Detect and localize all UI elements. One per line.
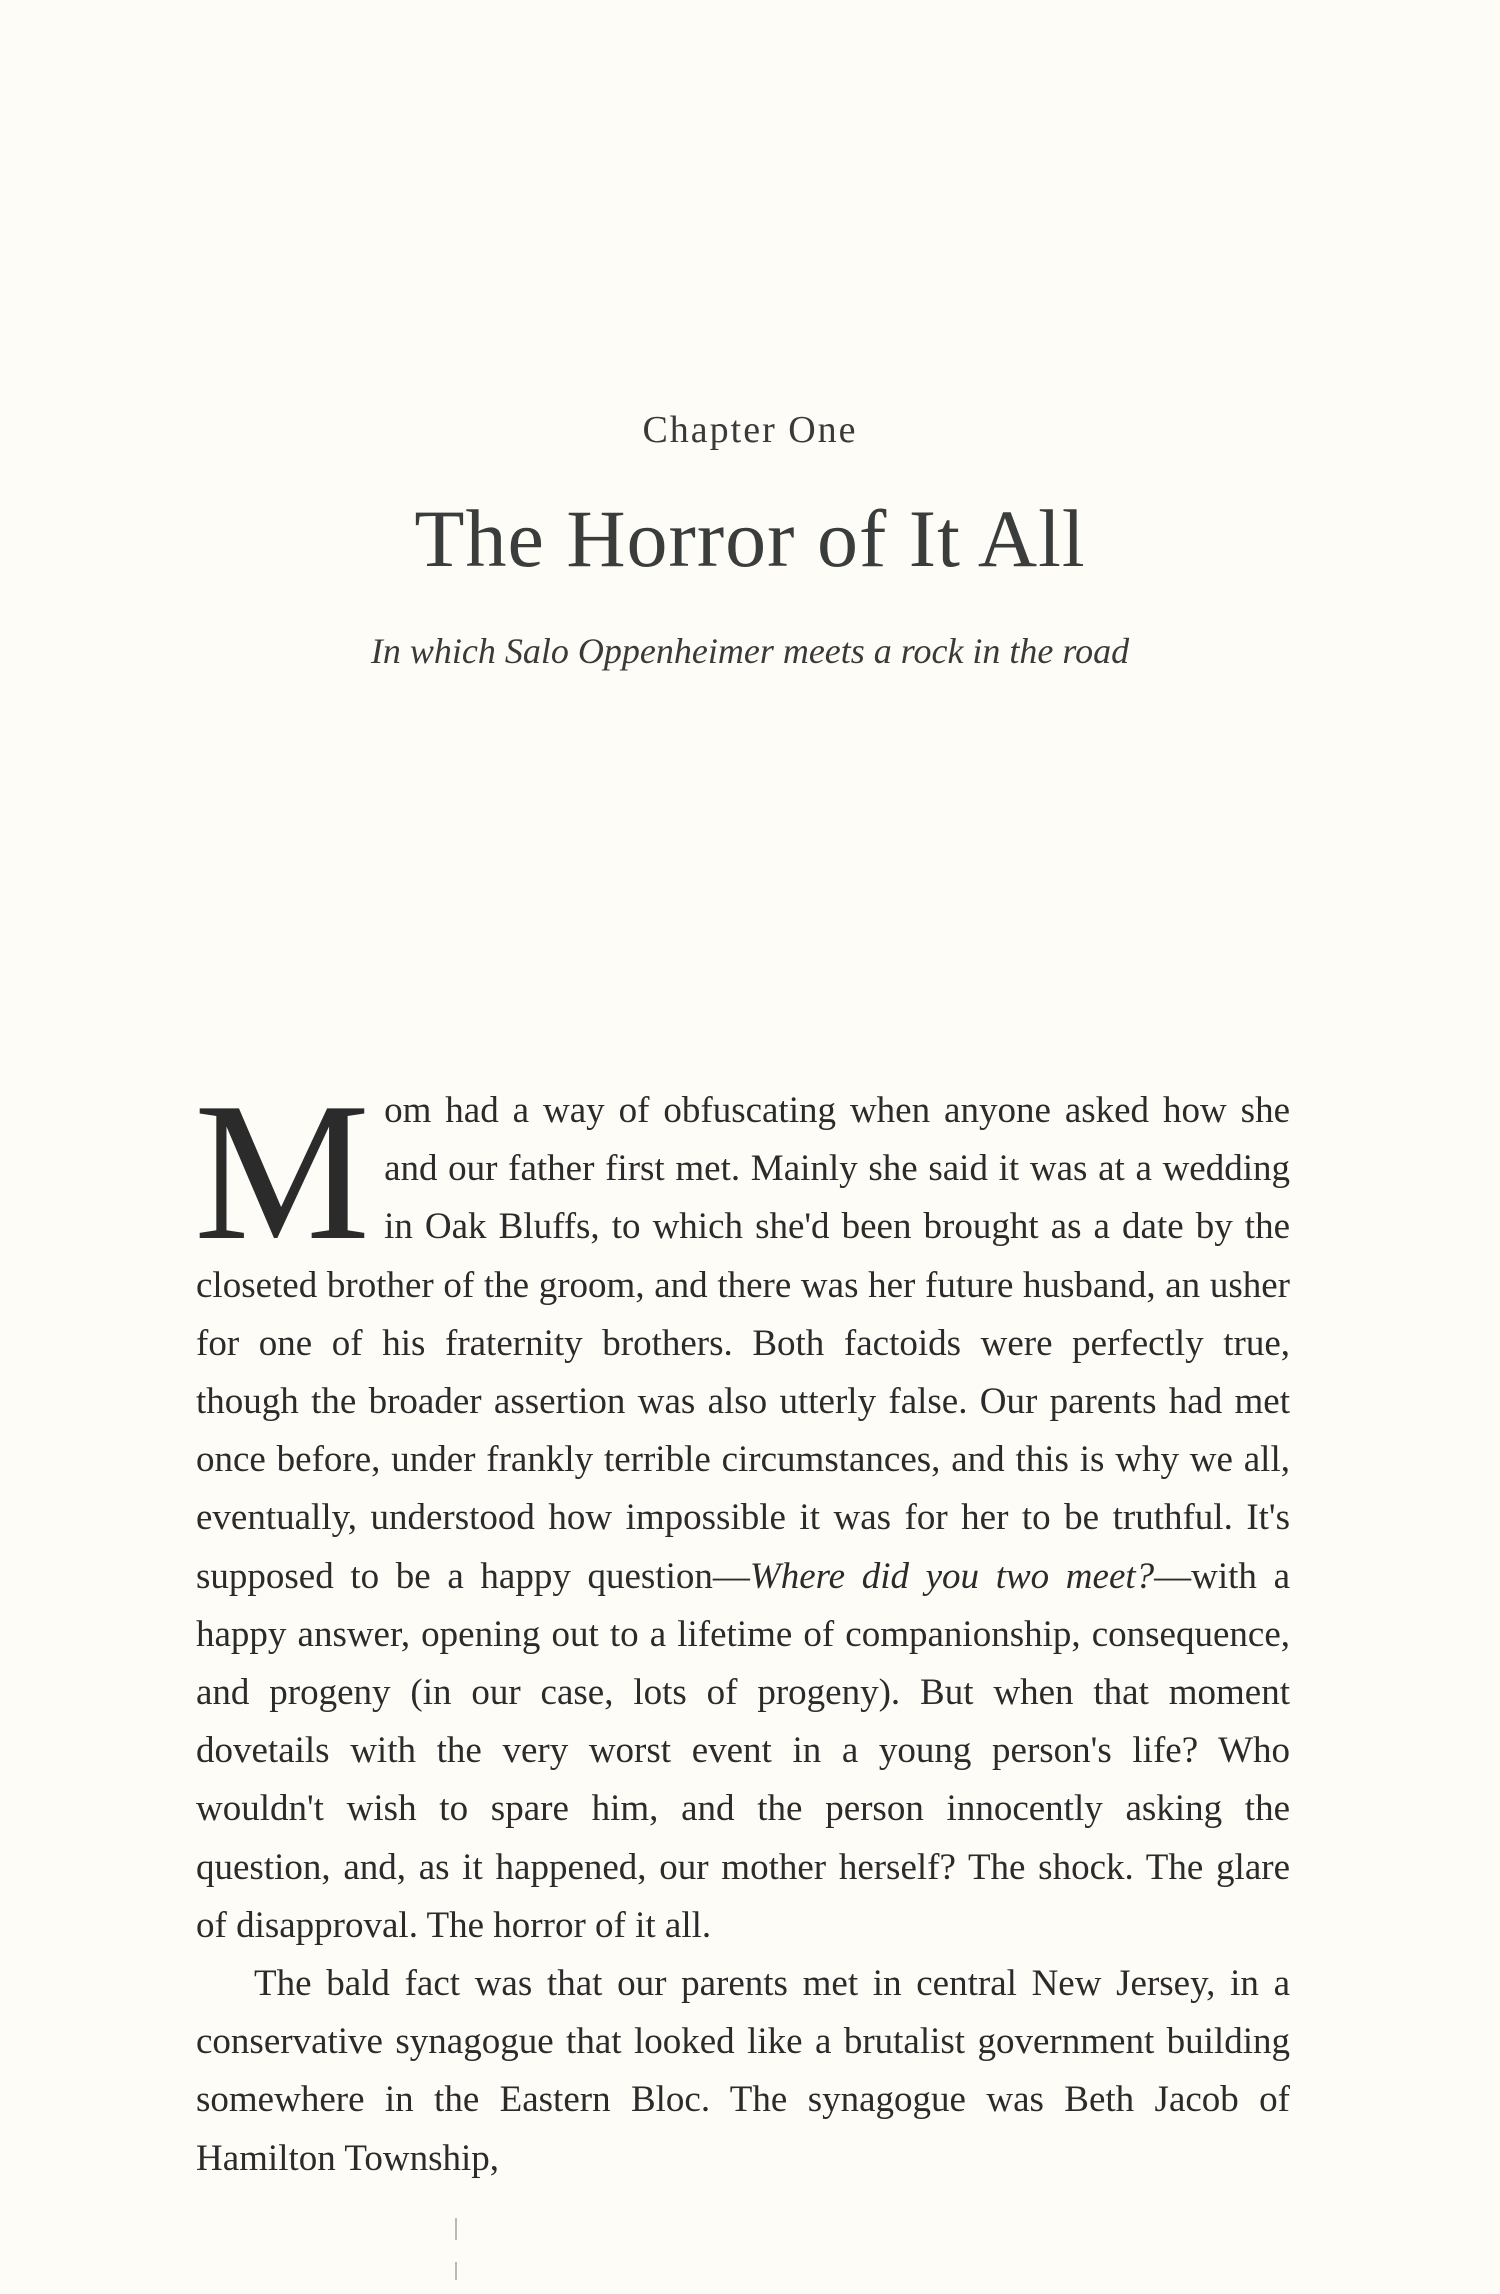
- chapter-subtitle: In which Salo Oppenheimer meets a rock in the road: [370, 631, 1130, 671]
- paragraph-1-italic-question: Where did you two meet?: [749, 1555, 1155, 1597]
- paragraph-1-lead: om had a way of obfuscating when anyone asked how she and our father first met. Mainly she said it was at a wedding in Oak Bluffs, to which she'd been brought as a date by the closeted brother of the groom, and there was her future husband, an usher for one of his fraternity brothers. Both factoids were perfectly true, though the broader assertion was also utterly false. Our parents had met once before, under frankly terrible circumstances, and this is why we all, eventually, understood how impossible it was for her to be truthful. It's supposed to be a happy question—: [196, 1090, 1290, 1597]
- scan-mark: [455, 2218, 457, 2240]
- paragraph-1-tail: —with a happy answer, opening out to a lifetime of companionship, consequence, and progeny (in our case, lots of progeny). But when that moment dovetails with the very worst event in a young person's life? Who wouldn't wish to spare him, and the person innocently asking the question, and, as it happened, our mother herself? The shock. The glare of disapproval. The horror of it all.: [196, 1555, 1291, 1946]
- chapter-body: [194, 1062, 1291, 2188]
- scan-mark: [455, 2262, 457, 2280]
- paragraph-2: The bald fact was that our parents met in central New Jersey, in a conservative synagogue that looked like a brutalist government building somewhere in the Eastern Bloc. The synagogue was Beth Jacob of Hamilton Township,: [196, 1963, 1290, 2179]
- drop-cap: M: [194, 1062, 371, 1281]
- chapter-title: The Horror of It All: [414, 493, 1086, 584]
- paragraph-1: [194, 1062, 1291, 1955]
- chapter-label: Chapter One: [642, 409, 858, 451]
